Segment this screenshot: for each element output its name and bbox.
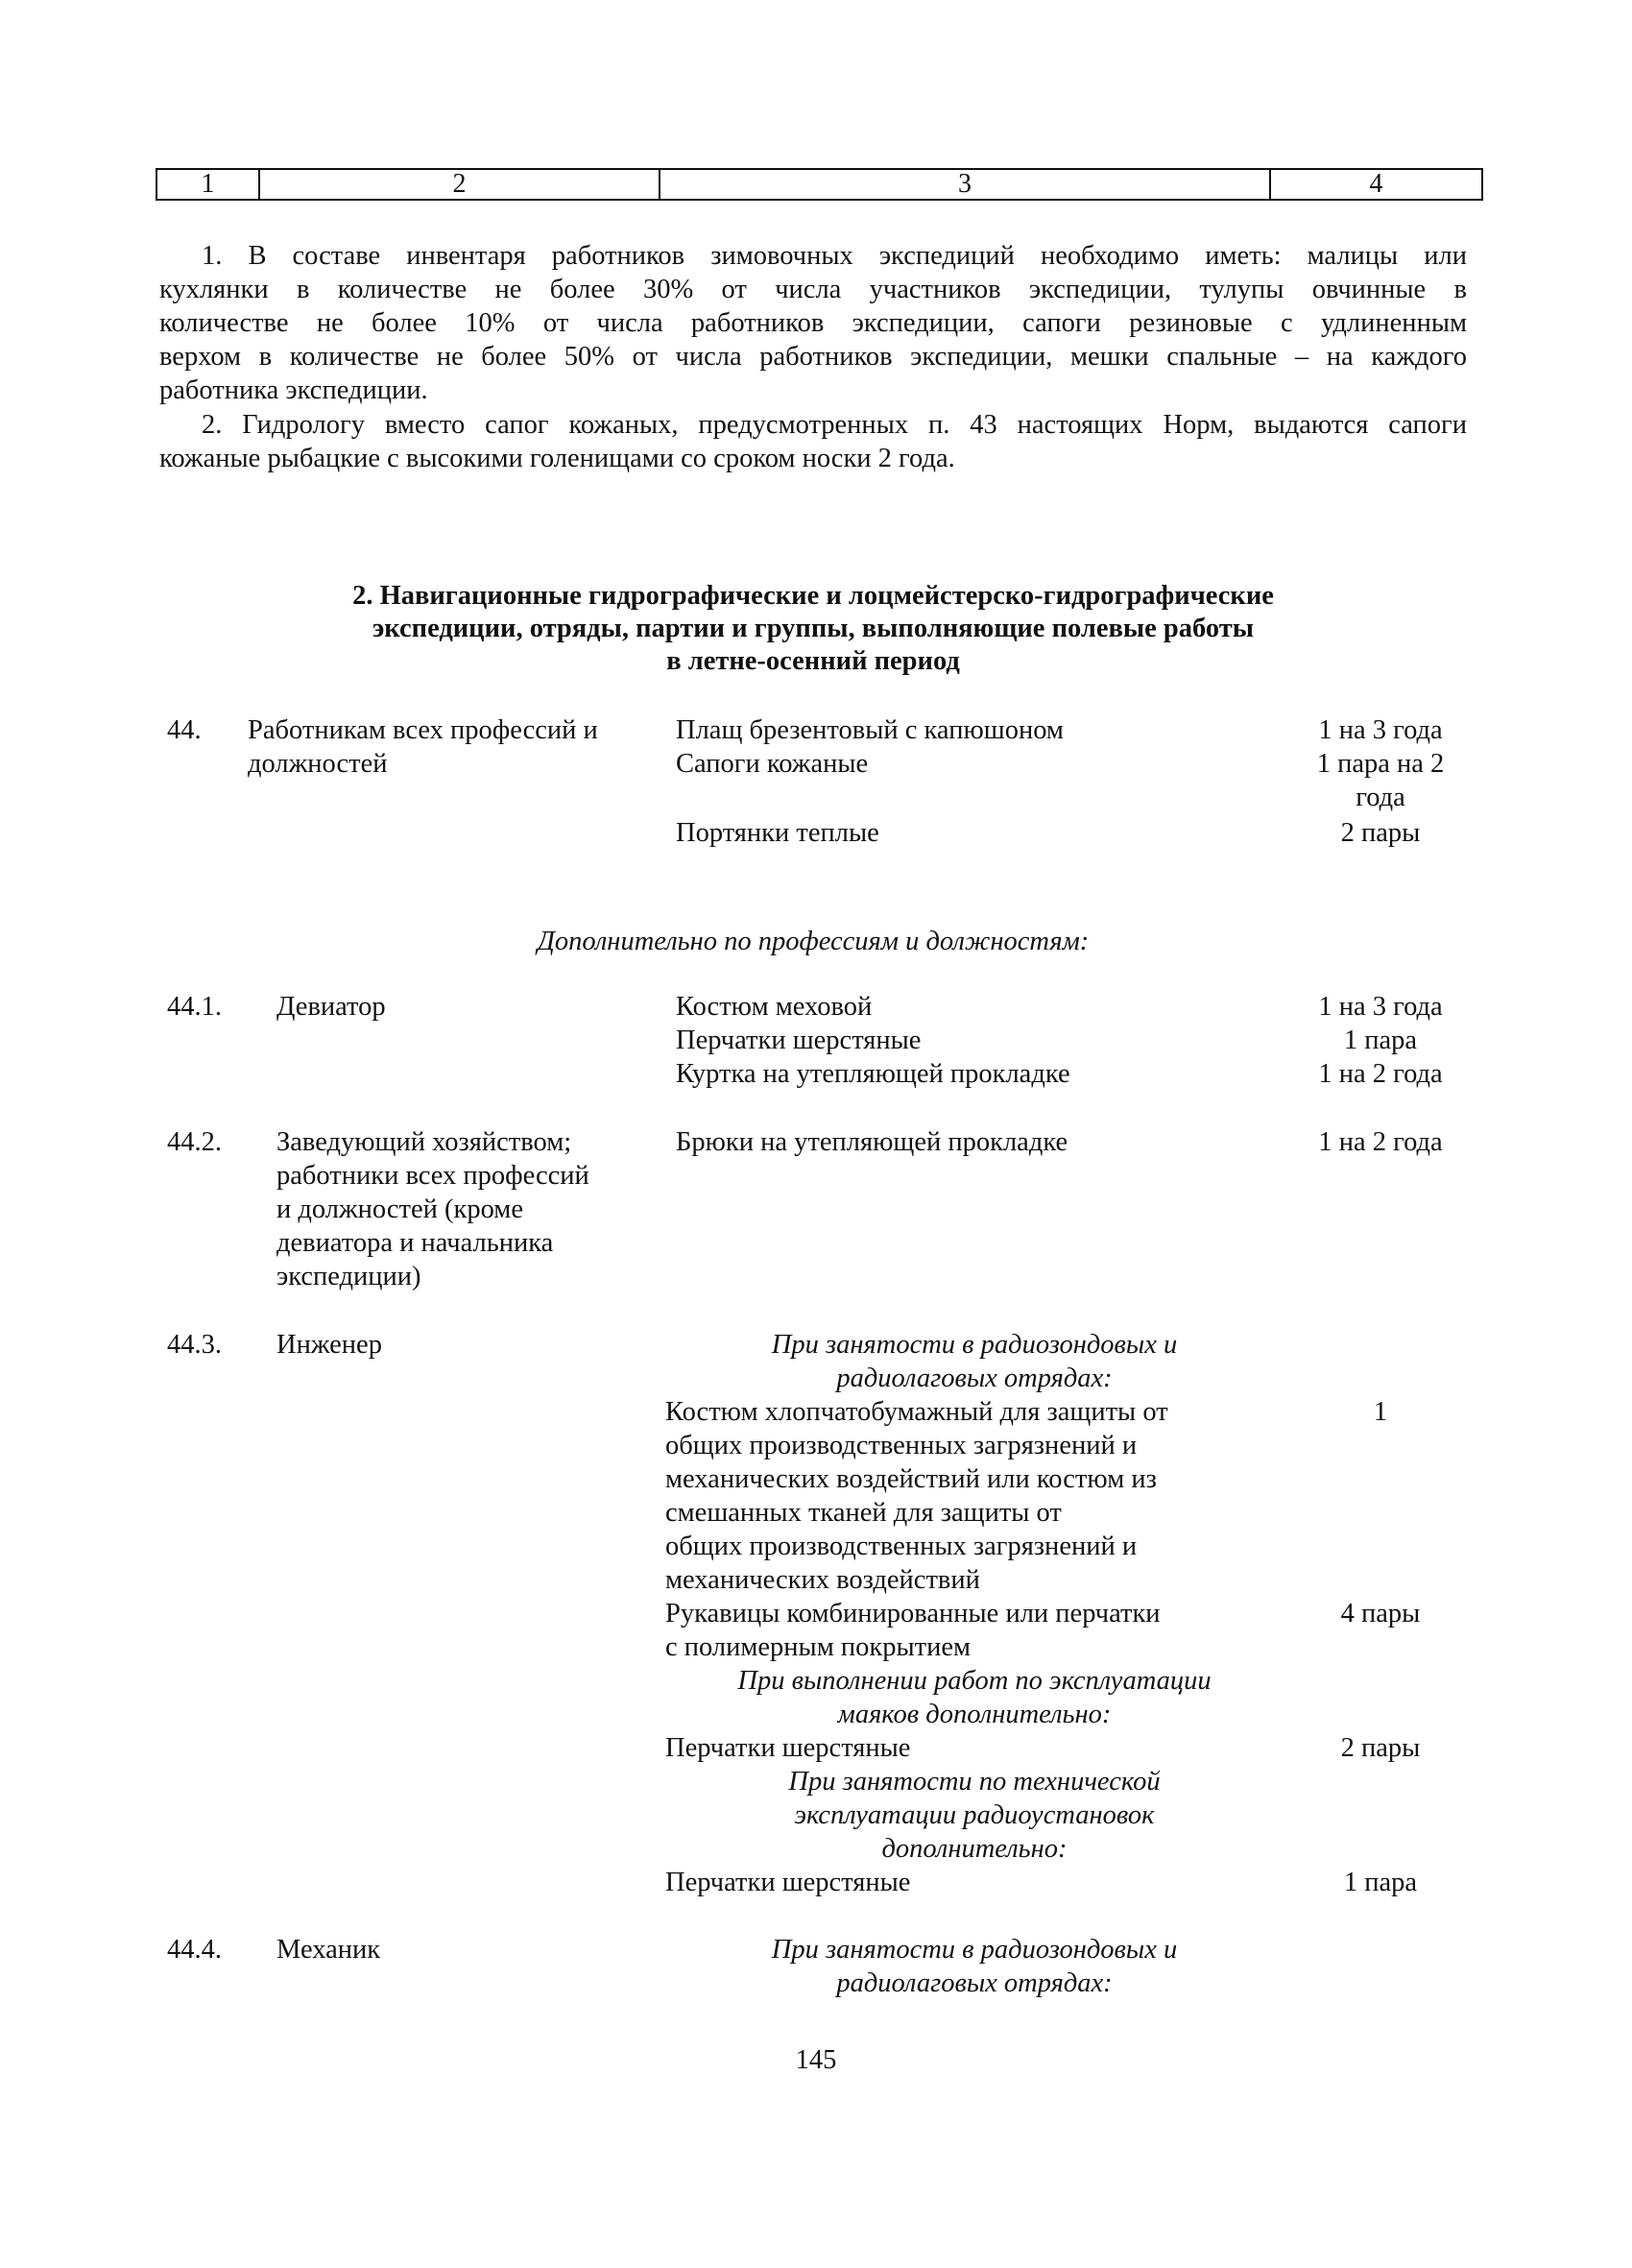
note-paragraph-2	[159, 408, 1467, 475]
column-number-table	[156, 168, 1483, 201]
row-44-1-norm: 1 пара	[1343, 1025, 1418, 1055]
section-heading-line: в летне-осенний период	[666, 646, 960, 676]
row-44-1-norm: 1 на 2 года	[1318, 1059, 1443, 1089]
column-number-1: 1	[157, 170, 260, 199]
item-line: механических воздействий или костюм из	[665, 1464, 1157, 1494]
section-heading	[159, 580, 1467, 678]
row-44-role-line: Работникам всех профессий и	[248, 715, 598, 745]
row-44-1-norm: 1 на 3 года	[1318, 992, 1443, 1022]
note-2-line: 2. Гидрологу вместо сапог кожаных, предусмотренных п. 43 настоящих Норм, выдаются сапоги	[202, 410, 1467, 440]
row-44-3-item-1	[665, 1395, 1280, 1597]
row-44-2-role	[276, 1125, 660, 1293]
row-44-3-item-4: Перчатки шерстяные	[665, 1868, 911, 1897]
row-44-1-number: 44.1.	[167, 992, 222, 1022]
row-44-3-item-3: Перчатки шерстяные	[665, 1733, 911, 1763]
note-paragraph-1	[159, 239, 1467, 407]
row-44-1-item: Куртка на утепляющей прокладке	[676, 1059, 1070, 1089]
row-44-1-item: Перчатки шерстяные	[676, 1025, 922, 1055]
condition-line: радиолаговых отрядах:	[836, 1968, 1113, 1998]
condition-line: При занятости в радиозондовых и	[771, 1330, 1178, 1360]
row-44-4-role: Механик	[276, 1935, 381, 1965]
note-1-line: 1. В составе инвентаря работников зимовочных экспедиций необходимо иметь: малицы или	[202, 241, 1467, 271]
condition-line: дополнительно:	[881, 1834, 1068, 1864]
page-number: 145	[795, 2045, 837, 2075]
item-line: смешанных тканей для защиты от	[665, 1498, 1062, 1528]
row-44-norm: 1 на 3 года	[1318, 715, 1443, 745]
row-44-3-item-2	[665, 1597, 1280, 1664]
row-44-norm: 2 пары	[1340, 818, 1421, 848]
item-line: с полимерным покрытием	[665, 1632, 972, 1662]
row-44-3-norm-4: 1 пара	[1343, 1868, 1418, 1897]
item-line: Костюм хлопчатобумажный для защиты от	[665, 1397, 1168, 1427]
row-44-1-role: Девиатор	[276, 992, 386, 1022]
item-line: Рукавицы комбинированные или перчатки	[665, 1599, 1161, 1629]
row-44-role-line: должностей	[248, 749, 388, 779]
column-number-4: 4	[1369, 169, 1383, 199]
note-1-line: верхом в количестве не более 50% от числа работников экспедиции, мешки спальные – на каждого	[159, 342, 1467, 372]
column-number-2: 2	[260, 170, 660, 199]
condition-line: При занятости в радиозондовых и	[771, 1935, 1178, 1965]
row-44-2-role-line: экспедиции)	[276, 1262, 421, 1291]
row-44-norm	[1265, 747, 1496, 814]
condition-line: При выполнении работ по эксплуатации	[737, 1666, 1212, 1696]
row-44-norm-line: года	[1356, 783, 1405, 812]
row-44-3-role: Инженер	[276, 1330, 382, 1360]
item-line: общих производственных загрязнений и	[665, 1532, 1138, 1561]
row-44-role	[248, 713, 651, 781]
row-44-2-role-line: Заведующий хозяйством;	[276, 1127, 572, 1157]
condition-line: эксплуатации радиоустановок	[794, 1800, 1155, 1830]
additional-heading: Дополнительно по профессиям и должностям:	[537, 927, 1090, 956]
condition-line: При занятости по технической	[788, 1767, 1161, 1797]
row-44-number: 44.	[167, 715, 202, 745]
condition-line: маяков дополнительно:	[837, 1700, 1112, 1729]
row-44-3-condition-3	[662, 1765, 1286, 1866]
note-1-line: работника экспедиции.	[159, 375, 428, 405]
row-44-item: Портянки теплые	[676, 818, 879, 848]
column-number-3: 3	[660, 170, 1271, 199]
row-44-item: Плащ брезентовый с капюшоном	[676, 715, 1064, 745]
row-44-1-item: Костюм меховой	[676, 992, 873, 1022]
row-44-4-condition-1	[662, 1933, 1286, 2000]
row-44-item: Сапоги кожаные	[676, 749, 869, 779]
note-2-line: кожаные рыбацкие с высокими голенищами со сроком носки 2 года.	[159, 444, 955, 473]
item-line: общих производственных загрязнений и	[665, 1431, 1138, 1460]
row-44-2-role-line: девиатора и начальника	[276, 1228, 554, 1258]
row-44-2-role-line: и должностей (кроме	[276, 1194, 523, 1224]
section-heading-line: экспедиции, отряды, партии и группы, выполняющие полевые работы	[372, 614, 1255, 643]
row-44-3-norm-1: 1	[1373, 1397, 1388, 1427]
row-44-2-role-line: работники всех профессий	[276, 1161, 589, 1191]
row-44-3-norm-3: 2 пары	[1340, 1733, 1421, 1763]
note-1-line: количестве не более 10% от числа работников экспедиции, сапоги резиновые с удлиненным	[159, 308, 1467, 338]
row-44-3-norm-2: 4 пары	[1340, 1599, 1421, 1629]
row-44-4-number: 44.4.	[167, 1935, 222, 1965]
row-44-2-number: 44.2.	[167, 1127, 222, 1157]
row-44-3-condition-1	[662, 1328, 1286, 1395]
section-heading-line: 2. Навигационные гидрографические и лоцмейстерско-гидрографические	[352, 581, 1274, 611]
item-line: механических воздействий	[665, 1565, 980, 1595]
row-44-3-number: 44.3.	[167, 1330, 222, 1360]
condition-line: радиолаговых отрядах:	[836, 1363, 1113, 1393]
row-44-2-norm: 1 на 2 года	[1318, 1127, 1443, 1157]
row-44-3-condition-2	[662, 1664, 1286, 1731]
note-1-line: кухлянки в количестве не более 30% от числа участников экспедиции, тулупы овчинные в	[159, 275, 1467, 304]
row-44-norm-line: 1 пара на 2	[1316, 749, 1445, 779]
row-44-2-item: Брюки на утепляющей прокладке	[676, 1127, 1068, 1157]
